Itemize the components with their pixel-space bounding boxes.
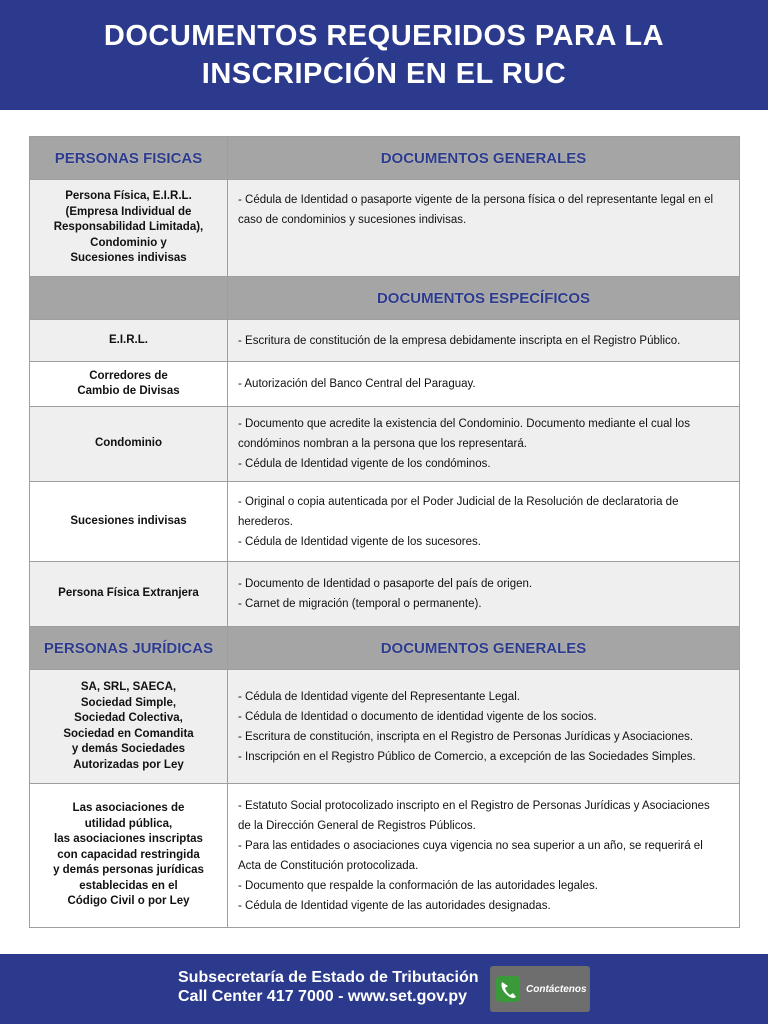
text-line: - Documento que acredite la existencia del Condominio. Documento mediante el cual los (238, 418, 690, 430)
text-line: - Estatuto Social protocolizado inscripto en el Registro de Personas Jurídicas y Asociaciones (238, 799, 710, 812)
phone-contact-icon (490, 966, 526, 1012)
page-footer (0, 954, 768, 1024)
row-label (30, 670, 228, 783)
text-line: - Documento que respalde la conformación de las autoridades legales. (238, 879, 598, 892)
text-line: y demás Sociedades (71, 743, 186, 755)
row-docs (228, 562, 739, 626)
text-line: Acta de Constitución protocolizada. (238, 859, 419, 872)
text-line: - Cédula de Identidad vigente de las autoridades designadas. (238, 899, 551, 912)
text-line: establecidas en el (79, 879, 178, 892)
text-line: Autorizadas por Ley (73, 758, 184, 771)
table-row (30, 362, 739, 407)
row-label (30, 407, 228, 481)
footer-line-1: Subsecretaría de Estado de Tributación (178, 969, 479, 986)
row-label (30, 562, 228, 626)
contact-label: Contáctenos (526, 983, 587, 995)
header-row-personas-fisicas (30, 137, 739, 180)
text-line: - Escritura de constitución, inscripta en el Registro de Personas Jurídicas y Asociaciones. (238, 730, 694, 743)
footer-text (178, 968, 479, 1006)
text-line: - Cédula de Identidad o pasaporte vigente de la persona física o del representante legal en el (238, 194, 714, 206)
contact-button[interactable] (490, 966, 590, 1012)
text-line: herederos. (238, 515, 293, 528)
row-label (30, 784, 228, 927)
table-row (30, 482, 739, 562)
text-line: Corredores de (89, 369, 168, 382)
text-line: - Escritura de constitución de la empresa debidamente inscripta en el Registro Público. (238, 334, 681, 347)
table-row (30, 180, 739, 277)
text-line: Persona Física Extranjera (58, 587, 199, 600)
text-line: - Cédula de Identidad vigente de los sucesores. (238, 535, 481, 548)
text-line: - Documento de Identidad o pasaporte del país de origen. (238, 578, 533, 590)
text-line: - Carnet de migración (temporal o permanente). (238, 598, 482, 610)
text-line: de la Dirección General de Registros Públicos. (238, 819, 476, 832)
footer-line-2: Call Center 417 7000 - www.set.gov.py (178, 988, 467, 1005)
title-line-2: INSCRIPCIÓN EN EL RUC (201, 58, 567, 90)
text-line: utilidad pública, (84, 817, 173, 830)
text-line: con capacidad restringida (57, 848, 200, 861)
header-row-personas-juridicas (30, 627, 739, 670)
text-line: Responsabilidad Limitada), (53, 221, 204, 234)
text-line: Sociedad en Comandita (63, 727, 194, 740)
header-row-especificos (30, 277, 739, 320)
row-label (30, 362, 228, 406)
text-line: Condominio (94, 437, 163, 450)
text-line: SA, SRL, SAECA, (80, 681, 177, 693)
row-docs (228, 320, 739, 361)
header-cell-left (30, 277, 228, 319)
text-line: y demás personas jurídicas (53, 864, 204, 877)
header-cell-left: PERSONAS JURÍDICAS (30, 627, 228, 669)
text-line: Condominio y (90, 236, 167, 249)
row-docs (228, 482, 739, 561)
row-label (30, 482, 228, 561)
table-row (30, 407, 739, 482)
text-line: Persona Física, E.I.R.L. (65, 190, 192, 203)
text-line: Código Civil o por Ley (67, 895, 190, 908)
text-line: - Cédula de Identidad vigente del Representante Legal. (238, 690, 520, 703)
text-line: las asociaciones inscriptas (54, 833, 203, 846)
row-docs (228, 407, 739, 481)
title-line-1: DOCUMENTOS REQUERIDOS PARA LA (103, 20, 665, 52)
requirements-table (29, 136, 740, 928)
text-line: - Original o copia autenticada por el Poder Judicial de la Resolución de declaratoria de (238, 495, 679, 508)
table-row (30, 562, 739, 627)
row-docs (228, 362, 739, 406)
header-cell-right: DOCUMENTOS ESPECÍFICOS (376, 289, 591, 307)
text-line: Sociedad Simple, (80, 696, 177, 709)
text-line: Sucesiones indivisas (70, 252, 187, 265)
header-cell-left: PERSONAS FISICAS (30, 137, 228, 179)
text-line: caso de condominios y sucesiones indivisas. (238, 214, 467, 226)
row-docs (228, 180, 739, 276)
text-line: - Inscripción en el Registro Público de Comercio, a excepción de las Sociedades Simples. (238, 750, 696, 763)
text-line: - Para las entidades o asociaciones cuya vigencia no sea superior a un año, se requerirá el (238, 839, 703, 852)
table-row (30, 670, 739, 784)
text-line: Cambio de Divisas (77, 385, 180, 397)
row-docs (228, 670, 739, 783)
text-line: (Empresa Individual de (65, 205, 192, 218)
text-line: condóminos nombran a la persona que los representará. (238, 438, 527, 450)
table-row (30, 320, 739, 362)
text-line: Sociedad Colectiva, (74, 712, 183, 724)
header-cell-right: DOCUMENTOS GENERALES (380, 149, 587, 167)
page-header (0, 0, 768, 110)
text-line: - Cédula de Identidad vigente de los condóminos. (238, 458, 491, 470)
text-line: - Autorización del Banco Central del Paraguay. (238, 378, 476, 390)
row-label (30, 180, 228, 276)
text-line: - Cédula de Identidad o documento de identidad vigente de los socios. (238, 710, 597, 723)
row-label (30, 320, 228, 361)
table-row (30, 784, 739, 927)
header-cell-right: DOCUMENTOS GENERALES (380, 639, 587, 657)
text-line: E.I.R.L. (109, 333, 148, 346)
text-line: Sucesiones indivisas (70, 514, 187, 527)
text-line: Las asociaciones de (72, 802, 185, 815)
row-docs (228, 784, 739, 927)
